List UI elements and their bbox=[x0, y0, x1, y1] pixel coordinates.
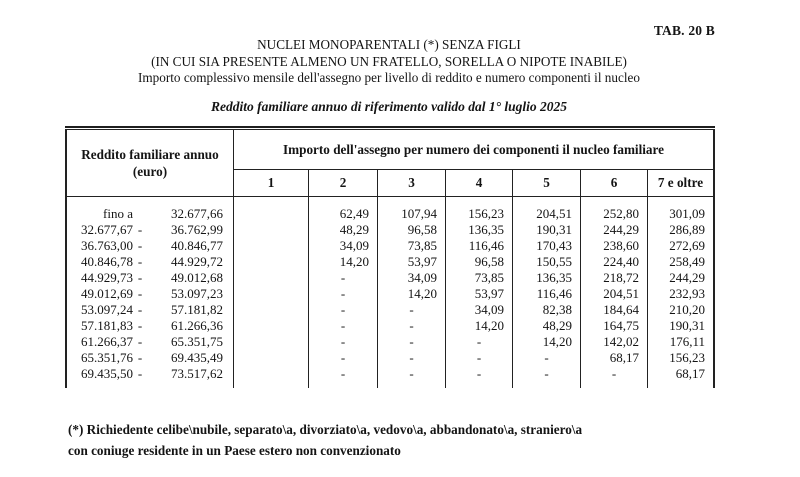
income-range-cell bbox=[67, 318, 234, 334]
amount-cell: 190,31 bbox=[669, 318, 705, 333]
table-body bbox=[67, 197, 713, 388]
spacer-cell bbox=[446, 382, 513, 388]
amount-cell: 73,85 bbox=[446, 270, 513, 286]
spacer-cell bbox=[648, 197, 713, 206]
footnote-line-1: (*) Richiedente celibe\nubile, separato\a, divorziato\a, vedovo\a, abbandonato\a, straniero\a bbox=[68, 422, 583, 437]
range-dash: - bbox=[137, 238, 143, 253]
amount-cell: 53,97 bbox=[446, 286, 513, 302]
income-range-cell bbox=[67, 334, 234, 350]
amount-cell bbox=[234, 254, 309, 270]
amount-cell: 272,69 bbox=[669, 238, 705, 253]
amount-cell: 34,09 bbox=[309, 238, 378, 254]
spacer-cell bbox=[378, 197, 446, 206]
table-row bbox=[67, 222, 713, 238]
income-range-cell bbox=[67, 366, 234, 382]
amount-cell: 190,31 bbox=[513, 222, 581, 238]
footnote-line-2: con coniuge residente in un Paese estero non convenzionato bbox=[68, 443, 401, 458]
range-dash: - bbox=[137, 318, 143, 333]
amount-cell: - bbox=[378, 350, 446, 366]
reference-period-subtitle: Reddito familiare annuo di riferimento valido dal 1° luglio 2025 bbox=[210, 99, 568, 114]
amount-cell: - bbox=[513, 350, 581, 366]
allowance-table bbox=[65, 126, 715, 388]
income-from: 49.012,69 bbox=[81, 286, 133, 301]
spacer-cell bbox=[581, 382, 648, 388]
amount-cell: - bbox=[309, 334, 378, 350]
amount-cell: 14,20 bbox=[378, 286, 446, 302]
table-frame bbox=[65, 129, 715, 388]
component-count-header-3: 3 bbox=[378, 170, 446, 196]
amount-cell: 34,09 bbox=[378, 270, 446, 286]
document-header bbox=[0, 37, 778, 87]
table-header bbox=[67, 130, 713, 197]
income-to: 44.929,72 bbox=[171, 254, 223, 269]
amount-cell: 53,97 bbox=[378, 254, 446, 270]
amount-cell: 136,35 bbox=[446, 222, 513, 238]
amount-cell: - bbox=[378, 318, 446, 334]
amount-cell bbox=[234, 366, 309, 382]
amount-cell: 176,11 bbox=[669, 334, 705, 349]
amount-cell: 96,58 bbox=[378, 222, 446, 238]
amount-cell: 170,43 bbox=[513, 238, 581, 254]
amount-cell bbox=[234, 222, 309, 238]
income-to: 53.097,23 bbox=[171, 286, 223, 301]
amount-cell: 204,51 bbox=[513, 206, 581, 222]
component-count-header-5: 5 bbox=[513, 170, 581, 196]
component-count-header-7: 7 e oltre bbox=[657, 175, 704, 190]
spacer-cell bbox=[67, 197, 234, 206]
range-dash: - bbox=[137, 302, 143, 317]
amount-cell: 164,75 bbox=[581, 318, 648, 334]
amount-cell: - bbox=[513, 366, 581, 382]
amount-cell: 301,09 bbox=[669, 206, 705, 221]
amount-cell: 286,89 bbox=[669, 222, 705, 237]
income-to: 73.517,62 bbox=[171, 366, 223, 381]
table-row bbox=[67, 286, 713, 302]
income-from: 69.435,50 bbox=[81, 366, 133, 381]
amount-cell: 14,20 bbox=[309, 254, 378, 270]
range-dash: - bbox=[137, 334, 143, 349]
amount-cell: 142,02 bbox=[581, 334, 648, 350]
amount-cell bbox=[234, 238, 309, 254]
amount-cell: 258,49 bbox=[669, 254, 705, 269]
amount-cell: 232,93 bbox=[669, 286, 705, 301]
amount-columns-header: Importo dell'assegno per numero dei componenti il nucleo familiare bbox=[234, 130, 713, 170]
component-count-header-2: 2 bbox=[309, 170, 378, 196]
amount-cell: - bbox=[378, 302, 446, 318]
amount-cell bbox=[234, 302, 309, 318]
income-range-cell bbox=[67, 238, 234, 254]
income-to: 61.266,36 bbox=[171, 318, 223, 333]
footnote bbox=[68, 419, 582, 461]
spacer-cell bbox=[581, 197, 648, 206]
component-count-header-4: 4 bbox=[446, 170, 513, 196]
table-row bbox=[67, 302, 713, 318]
spacer-cell bbox=[309, 197, 378, 206]
amount-cell: 156,23 bbox=[669, 350, 705, 365]
amount-cell bbox=[234, 270, 309, 286]
income-column-header-line-2: (euro) bbox=[132, 164, 168, 179]
amount-cell: - bbox=[309, 366, 378, 382]
amount-cell: 68,17 bbox=[675, 366, 705, 381]
income-from: 57.181,83 bbox=[81, 318, 133, 333]
income-range-cell bbox=[67, 270, 234, 286]
amount-cell: 204,51 bbox=[581, 286, 648, 302]
amount-cell: - bbox=[309, 318, 378, 334]
spacer-cell bbox=[513, 197, 581, 206]
title-line-2: (IN CUI SIA PRESENTE ALMENO UN FRATELLO, SORELLA O NIPOTE INABILE) bbox=[151, 53, 627, 69]
spacer-cell bbox=[648, 382, 713, 388]
amount-cell: 156,23 bbox=[446, 206, 513, 222]
amount-cell: 136,35 bbox=[513, 270, 581, 286]
amount-cell: - bbox=[446, 350, 513, 366]
range-dash: - bbox=[137, 286, 143, 301]
income-from: fino a bbox=[103, 206, 133, 221]
component-count-header-6: 6 bbox=[581, 170, 648, 196]
income-from: 36.763,00 bbox=[81, 238, 133, 253]
amount-cell: - bbox=[309, 350, 378, 366]
amount-cell: 48,29 bbox=[309, 222, 378, 238]
income-column-header bbox=[67, 130, 234, 196]
amount-cell: 238,60 bbox=[581, 238, 648, 254]
amount-cell: 224,40 bbox=[581, 254, 648, 270]
income-to: 65.351,75 bbox=[171, 334, 223, 349]
amount-cell: 252,80 bbox=[581, 206, 648, 222]
amount-cell: 14,20 bbox=[446, 318, 513, 334]
income-range-cell bbox=[67, 350, 234, 366]
amount-cell bbox=[234, 350, 309, 366]
income-range-cell bbox=[67, 286, 234, 302]
income-column-header-line-1: Reddito familiare annuo bbox=[81, 147, 219, 162]
income-to: 32.677,66 bbox=[171, 206, 223, 221]
income-to: 40.846,77 bbox=[171, 238, 223, 253]
amount-cell: 184,64 bbox=[581, 302, 648, 318]
amount-cell: 14,20 bbox=[513, 334, 581, 350]
amount-cell: - bbox=[309, 270, 378, 286]
amount-cell: - bbox=[309, 302, 378, 318]
range-dash: - bbox=[137, 222, 143, 237]
amount-cell: 210,20 bbox=[669, 302, 705, 317]
table-row bbox=[67, 318, 713, 334]
amount-cell: 244,29 bbox=[669, 270, 705, 285]
spacer-cell bbox=[309, 382, 378, 388]
amount-cell: 73,85 bbox=[378, 238, 446, 254]
income-from: 61.266,37 bbox=[81, 334, 133, 349]
amount-cell: - bbox=[446, 334, 513, 350]
amount-cell bbox=[234, 286, 309, 302]
table-top-border bbox=[65, 126, 715, 128]
amount-cell bbox=[234, 318, 309, 334]
amount-cell: 62,49 bbox=[309, 206, 378, 222]
income-to: 69.435,49 bbox=[171, 350, 223, 365]
income-range-cell bbox=[67, 254, 234, 270]
table-row bbox=[67, 350, 713, 366]
table-row bbox=[67, 238, 713, 254]
amount-cell bbox=[234, 334, 309, 350]
income-range-cell bbox=[67, 206, 234, 222]
amount-cell: - bbox=[581, 366, 648, 382]
table-row bbox=[67, 254, 713, 270]
range-dash: - bbox=[137, 270, 143, 285]
title-line-1: NUCLEI MONOPARENTALI (*) SENZA FIGLI bbox=[257, 37, 521, 52]
income-from: 53.097,24 bbox=[81, 302, 133, 317]
amount-cell bbox=[234, 206, 309, 222]
amount-cell: 96,58 bbox=[446, 254, 513, 270]
table-row bbox=[67, 270, 713, 286]
table-row bbox=[67, 206, 713, 222]
income-range-cell bbox=[67, 302, 234, 318]
component-count-header-1: 1 bbox=[234, 170, 309, 196]
range-dash: - bbox=[137, 254, 143, 269]
income-to: 36.762,99 bbox=[171, 222, 223, 237]
range-dash: - bbox=[137, 350, 143, 365]
spacer-cell bbox=[234, 382, 309, 388]
title-line-3: Importo complessivo mensile dell'assegno per livello di reddito e numero componenti il nucleo bbox=[138, 70, 640, 85]
spacer-cell bbox=[67, 382, 234, 388]
table-spacer-row-bottom bbox=[67, 382, 713, 388]
income-range-cell bbox=[67, 222, 234, 238]
income-from: 32.677,67 bbox=[81, 222, 133, 237]
amount-cell: - bbox=[446, 366, 513, 382]
income-to: 49.012,68 bbox=[171, 270, 223, 285]
amount-cell: 82,38 bbox=[513, 302, 581, 318]
amount-cell: 244,29 bbox=[581, 222, 648, 238]
spacer-cell bbox=[378, 382, 446, 388]
income-to: 57.181,82 bbox=[171, 302, 223, 317]
spacer-cell bbox=[446, 197, 513, 206]
income-from: 65.351,76 bbox=[81, 350, 133, 365]
table-row bbox=[67, 366, 713, 382]
amount-cell: - bbox=[309, 286, 378, 302]
amount-cell: 68,17 bbox=[581, 350, 648, 366]
amount-cell: 150,55 bbox=[513, 254, 581, 270]
amount-cell: 116,46 bbox=[446, 238, 513, 254]
table-spacer-row-top bbox=[67, 197, 713, 206]
amount-cell: 107,94 bbox=[378, 206, 446, 222]
tab-label: TAB. 20 B bbox=[653, 23, 715, 38]
amount-cell: - bbox=[378, 366, 446, 382]
amount-cell: 48,29 bbox=[513, 318, 581, 334]
amount-cell: 34,09 bbox=[446, 302, 513, 318]
income-from: 44.929,73 bbox=[81, 270, 133, 285]
spacer-cell bbox=[234, 197, 309, 206]
spacer-cell bbox=[513, 382, 581, 388]
amount-cell: 218,72 bbox=[581, 270, 648, 286]
amount-cell: - bbox=[378, 334, 446, 350]
income-from: 40.846,78 bbox=[81, 254, 133, 269]
amount-cell: 116,46 bbox=[513, 286, 581, 302]
range-dash: - bbox=[137, 366, 143, 381]
table-row bbox=[67, 334, 713, 350]
